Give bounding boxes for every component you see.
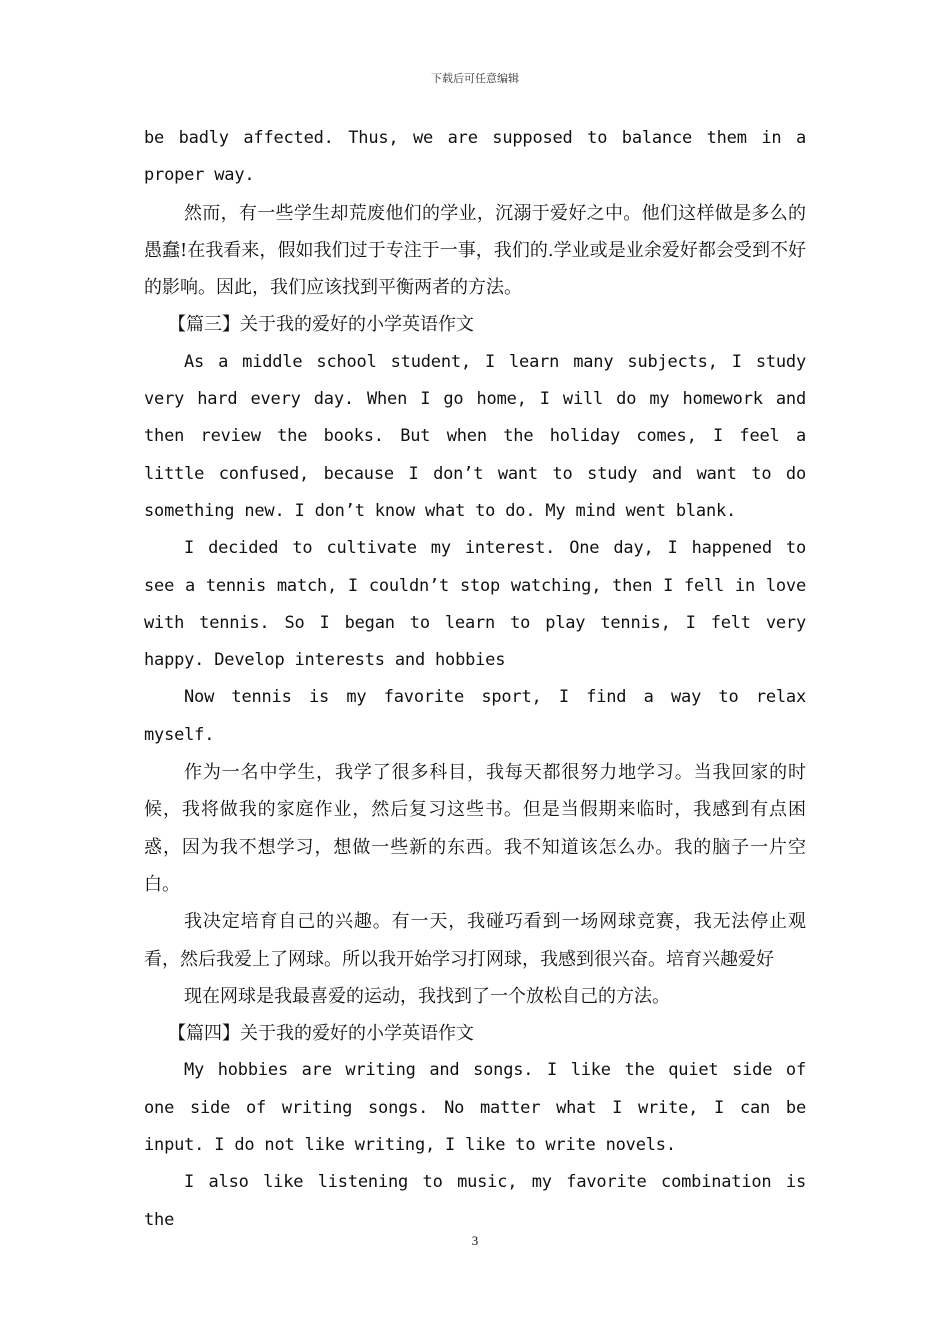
section-heading-3: 【篇三】关于我的爱好的小学英语作文 [168,314,474,336]
paragraph-continuation: be badly affected. Thus, we are supposed to balance them in a proper way. [144,128,806,186]
paragraph-zh: 然而，有一些学生却荒废他们的学业，沉溺于爱好之中。他们这样做是多么的愚蠢!在我看来，假如我们过于专注于一事，我们的.学业或是业余爱好都会受到不好的影响。因此，我们应该找到平衡两者的方法。 [144,202,806,299]
page-header: 下载后可任意编辑 [431,72,519,85]
paragraph-en: I also like listening to music, my favorite combination is the [144,1172,806,1230]
section-heading-4: 【篇四】关于我的爱好的小学英语作文 [168,1023,474,1045]
paragraph-zh: 我决定培育自己的兴趣。有一天，我碰巧看到一场网球竞赛，我无法停止观看，然后我爱上了网球。所以我开始学习打网球，我感到很兴奋。培育兴趣爱好 [144,911,806,970]
paragraph-en: My hobbies are writing and songs. I like the quiet side of one side of writing songs. No matter what I write, I can be input. I do not like writing, I like to write novels. [144,1060,806,1156]
document-body [144,120,806,1239]
paragraph-en: As a middle school student, I learn many subjects, I study very hard every day. When I go home, I will do my homework and then review the books. But when the holiday comes, I feel a little confused, because I don’t want to study and want to do something new. I don’t know what to do. My mind went blank. [144,351,806,521]
paragraph-zh: 作为一名中学生，我学了很多科目，我每天都很努力地学习。当我回家的时候，我将做我的家庭作业，然后复习这些书。但是当假期来临时，我感到有点困惑，因为我不想学习，想做一些新的东西。我不知道该怎么办。我的脑子一片空白。 [144,762,806,895]
paragraph-en: Now tennis is my favorite sport, I find a way to relax myself. [144,687,806,745]
paragraph-zh: 现在网球是我最喜爱的运动，我找到了一个放松自己的方法。 [184,985,670,1007]
paragraph-en: I decided to cultivate my interest. One day, I happened to see a tennis match, I couldn’t stop watching, then I fell in love with tennis. So I began to learn to play tennis, I felt very happy. Develop interests and hobbies [144,538,806,671]
page-number: 3 [471,1233,479,1248]
